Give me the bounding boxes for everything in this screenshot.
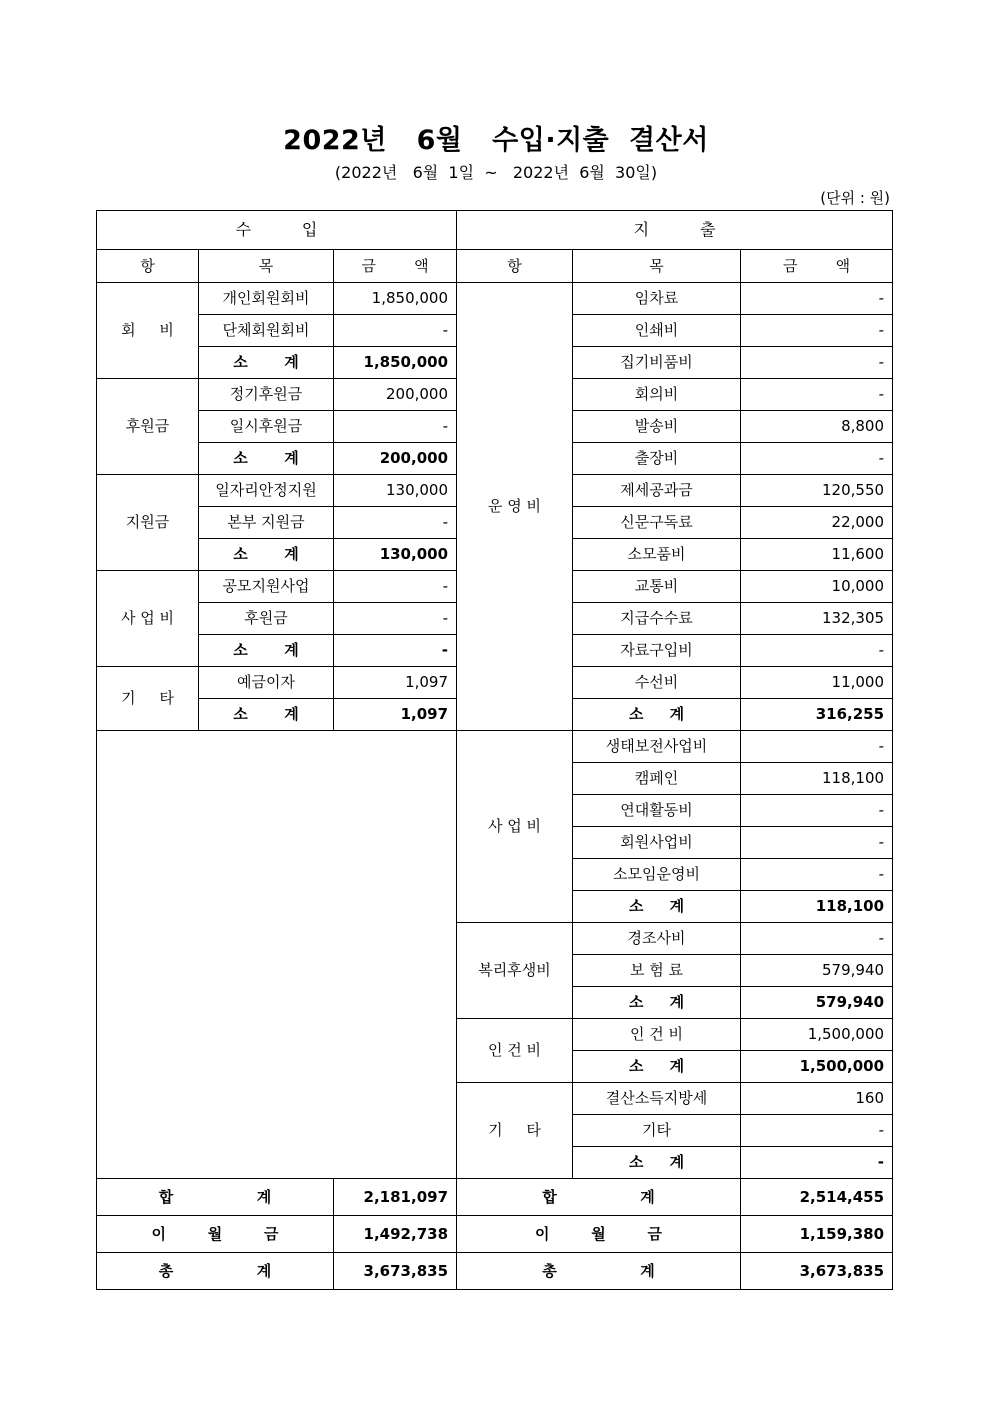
expense-carryover-amount: 1,159,380	[741, 1216, 893, 1253]
expense-subtotal-label: 소 계	[573, 699, 741, 731]
expense-amount: -	[741, 827, 893, 859]
income-item: 단체회원회비	[199, 315, 334, 347]
income-amount: 1,850,000	[334, 283, 457, 315]
income-subtotal-amount: -	[334, 635, 457, 667]
expense-item: 인 건 비	[573, 1019, 741, 1051]
expense-item: 연대활동비	[573, 795, 741, 827]
section-header-row	[97, 211, 893, 250]
expense-amount: 11,600	[741, 539, 893, 571]
income-subtotal-label: 소 계	[199, 539, 334, 571]
income-sum-label: 합 계	[97, 1179, 334, 1216]
expense-amount: 10,000	[741, 571, 893, 603]
expense-amount: 118,100	[741, 763, 893, 795]
income-blank-area	[97, 731, 457, 1179]
expense-subtotal-label: 소 계	[573, 1147, 741, 1179]
expense-category-header: 항	[457, 250, 573, 283]
income-item: 개인회원회비	[199, 283, 334, 315]
expense-subtotal-label: 소 계	[573, 1051, 741, 1083]
expense-item: 캠페인	[573, 763, 741, 795]
expense-subtotal-amount: 1,500,000	[741, 1051, 893, 1083]
income-item: 본부 지원금	[199, 507, 334, 539]
income-item: 일자리안정지원	[199, 475, 334, 507]
expense-subtotal-amount: 118,100	[741, 891, 893, 923]
expense-item: 임차료	[573, 283, 741, 315]
expense-item: 경조사비	[573, 923, 741, 955]
expense-carryover-label: 이 월 금	[457, 1216, 741, 1253]
income-category-membership: 회 비	[97, 283, 199, 379]
expense-subtotal-label: 소 계	[573, 987, 741, 1019]
expense-item: 자료구입비	[573, 635, 741, 667]
expense-category-welfare: 복리후생비	[457, 923, 573, 1019]
expense-item: 교통비	[573, 571, 741, 603]
income-category-donation: 후원금	[97, 379, 199, 475]
unit-label: (단위 : 원)	[820, 189, 890, 207]
income-subtotal-amount: 1,097	[334, 699, 457, 731]
income-subtotal-amount: 130,000	[334, 539, 457, 571]
expense-item: 기타	[573, 1115, 741, 1147]
income-carryover-label: 이 월 금	[97, 1216, 334, 1253]
expense-amount: 22,000	[741, 507, 893, 539]
carryover-row	[97, 1216, 893, 1253]
income-subtotal-amount: 200,000	[334, 443, 457, 475]
column-header-row	[97, 250, 893, 283]
expense-subtotal-amount: -	[741, 1147, 893, 1179]
expense-amount: -	[741, 315, 893, 347]
document-title: 2022년 6월 수입·지출 결산서	[283, 125, 709, 156]
income-subtotal-amount: 1,850,000	[334, 347, 457, 379]
expense-item: 생태보전사업비	[573, 731, 741, 763]
income-amount: -	[334, 507, 457, 539]
income-carryover-amount: 1,492,738	[334, 1216, 457, 1253]
income-section-header: 수 입	[97, 211, 457, 250]
expense-grand-total-label: 총 계	[457, 1253, 741, 1290]
expense-amount: 132,305	[741, 603, 893, 635]
income-subtotal-label: 소 계	[199, 347, 334, 379]
expense-amount: -	[741, 923, 893, 955]
income-item-header: 목	[199, 250, 334, 283]
expense-grand-total-amount: 3,673,835	[741, 1253, 893, 1290]
income-amount: -	[334, 603, 457, 635]
sum-row	[97, 1179, 893, 1216]
expense-subtotal-amount: 579,940	[741, 987, 893, 1019]
expense-category-personnel: 인 건 비	[457, 1019, 573, 1083]
expense-category-operating: 운 영 비	[457, 283, 573, 731]
income-item: 공모지원사업	[199, 571, 334, 603]
expense-item: 신문구독료	[573, 507, 741, 539]
income-category-other: 기 타	[97, 667, 199, 731]
expense-amount: 160	[741, 1083, 893, 1115]
expense-subtotal-label: 소 계	[573, 891, 741, 923]
expense-item: 회의비	[573, 379, 741, 411]
income-category-header: 항	[97, 250, 199, 283]
expense-amount: -	[741, 795, 893, 827]
income-subtotal-label: 소 계	[199, 699, 334, 731]
table-row	[97, 283, 893, 315]
expense-amount: 579,940	[741, 955, 893, 987]
expense-item: 결산소득지방세	[573, 1083, 741, 1115]
income-subtotal-label: 소 계	[199, 635, 334, 667]
expense-item: 회원사업비	[573, 827, 741, 859]
expense-subtotal-amount: 316,255	[741, 699, 893, 731]
table-row	[97, 731, 893, 763]
expense-amount: -	[741, 859, 893, 891]
expense-amount: 1,500,000	[741, 1019, 893, 1051]
income-amount: 1,097	[334, 667, 457, 699]
expense-category-other: 기 타	[457, 1083, 573, 1179]
expense-item: 소모임운영비	[573, 859, 741, 891]
expense-item: 발송비	[573, 411, 741, 443]
income-amount: -	[334, 315, 457, 347]
expense-amount: 120,550	[741, 475, 893, 507]
income-grand-total-amount: 3,673,835	[334, 1253, 457, 1290]
income-amount: -	[334, 411, 457, 443]
expense-sum-amount: 2,514,455	[741, 1179, 893, 1216]
expense-item: 출장비	[573, 443, 741, 475]
expense-item: 인쇄비	[573, 315, 741, 347]
expense-amount-header: 금 액	[741, 250, 893, 283]
income-amount: 200,000	[334, 379, 457, 411]
expense-amount: -	[741, 443, 893, 475]
income-amount: 130,000	[334, 475, 457, 507]
expense-amount: -	[741, 379, 893, 411]
income-amount-header: 금 액	[334, 250, 457, 283]
expense-amount: 8,800	[741, 411, 893, 443]
expense-amount: -	[741, 283, 893, 315]
income-item: 정기후원금	[199, 379, 334, 411]
income-grand-total-label: 총 계	[97, 1253, 334, 1290]
expense-item: 제세공과금	[573, 475, 741, 507]
period-subtitle: (2022년 6월 1일 ~ 2022년 6월 30일)	[334, 163, 658, 182]
income-item: 일시후원금	[199, 411, 334, 443]
expense-item: 지급수수료	[573, 603, 741, 635]
expense-amount: -	[741, 731, 893, 763]
income-category-support: 지원금	[97, 475, 199, 571]
income-item: 후원금	[199, 603, 334, 635]
expense-amount: -	[741, 635, 893, 667]
income-sum-amount: 2,181,097	[334, 1179, 457, 1216]
expense-amount: -	[741, 347, 893, 379]
expense-amount: -	[741, 1115, 893, 1147]
income-item: 예금이자	[199, 667, 334, 699]
expense-section-header: 지 출	[457, 211, 893, 250]
expense-sum-label: 합 계	[457, 1179, 741, 1216]
income-amount: -	[334, 571, 457, 603]
income-subtotal-label: 소 계	[199, 443, 334, 475]
settlement-table	[96, 210, 893, 1290]
expense-item: 수선비	[573, 667, 741, 699]
expense-amount: 11,000	[741, 667, 893, 699]
income-category-project: 사 업 비	[97, 571, 199, 667]
expense-category-project: 사 업 비	[457, 731, 573, 923]
grand-total-row	[97, 1253, 893, 1290]
expense-item: 집기비품비	[573, 347, 741, 379]
expense-item-header: 목	[573, 250, 741, 283]
expense-item: 소모품비	[573, 539, 741, 571]
expense-item: 보 험 료	[573, 955, 741, 987]
